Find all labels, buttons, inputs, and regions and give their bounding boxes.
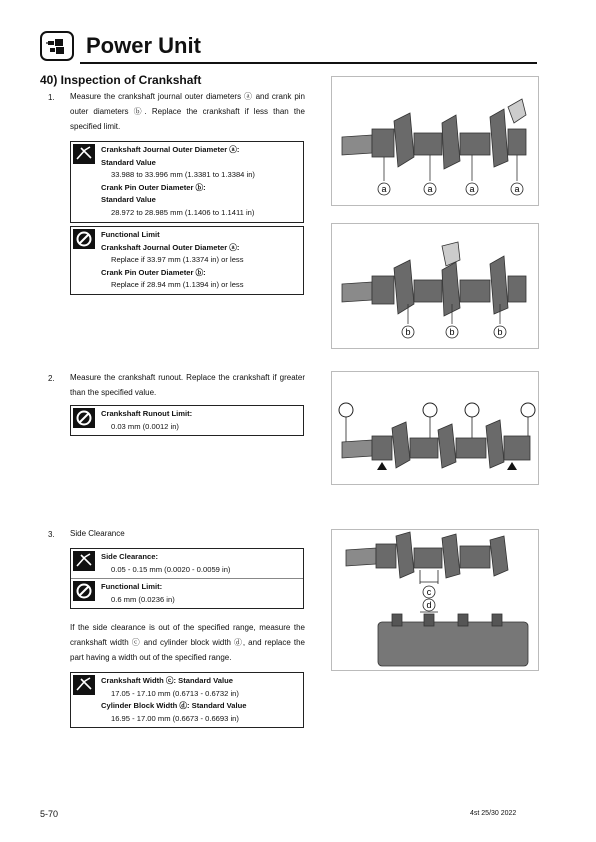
caliper-icon [71, 673, 97, 727]
step-text: Measure the crankshaft runout. Replace the crankshaft if greater than the specified value. [70, 373, 305, 397]
figure-crankpin-measurement [331, 223, 539, 349]
caliper-icon [71, 142, 97, 222]
spec-value: 33.988 to 33.996 mm (1.3381 to 1.3384 in) [111, 170, 255, 180]
step-number: 2. [48, 374, 55, 383]
spec-value: 16.95 - 17.00 mm (0.6673 - 0.6693 in) [111, 713, 239, 723]
spec-title: Functional Limit [101, 230, 160, 239]
functional-limit-box [70, 226, 304, 295]
callout-label: a [381, 184, 387, 194]
spec-value: 28.972 to 28.985 mm (1.1406 to 1.1411 in) [111, 207, 255, 217]
callout-label: d [426, 600, 432, 610]
header-rule [80, 62, 537, 64]
callout-label: b [497, 327, 503, 337]
spec-title: Crankshaft Journal Outer Diameter ⓐ: [101, 145, 240, 154]
step-text: Side Clearance [70, 529, 125, 538]
figure-journal-measurement [331, 76, 539, 206]
callout-label: a [469, 184, 475, 194]
section-title: 40) Inspection of Crankshaft [40, 73, 202, 87]
spec-label: Standard Value [101, 195, 156, 205]
spec-value: 17.05 - 17.10 mm (0.6713 - 0.6732 in) [111, 688, 239, 698]
prohibition-icon [71, 579, 97, 608]
paragraph: If the side clearance is out of the specified range, measure the crankshaft width ⓒ and cylinder block width ⓓ, and replace the part having a width out of the specified range. [70, 623, 305, 662]
spec-value: 0.05 - 0.15 mm (0.0020 - 0.0059 in) [111, 564, 231, 574]
callout-label: c [426, 587, 432, 597]
power-unit-icon [40, 31, 74, 61]
spec-title: Functional Limit: [101, 582, 163, 592]
prohibition-icon [71, 406, 97, 435]
spec-title: Side Clearance: [101, 552, 158, 561]
spec-title: Cylinder Block Width ⓓ: Standard Value [101, 701, 247, 711]
spec-title: Crankshaft Journal Outer Diameter ⓐ: [101, 242, 240, 252]
runout-limit-box [70, 405, 304, 436]
spec-value: 0.6 mm (0.0236 in) [111, 594, 175, 604]
spec-value: 0.03 mm (0.0012 in) [111, 421, 179, 431]
spec-value: Replace if 28.94 mm (1.1394 in) or less [111, 280, 244, 290]
callout-label: a [514, 184, 520, 194]
side-clearance-box [70, 548, 304, 609]
step-number: 1. [48, 93, 55, 102]
figure-side-clearance [331, 529, 539, 671]
spec-title: Crank Pin Outer Diameter ⓑ: [101, 182, 206, 192]
callout-label: b [405, 327, 411, 337]
figure-runout-measurement [331, 371, 539, 485]
spec-value: Replace if 33.97 mm (1.3374 in) or less [111, 255, 244, 265]
model-code: 4st 25/30 2022 [470, 810, 517, 817]
callout-label: b [449, 327, 455, 337]
prohibition-icon [71, 227, 97, 294]
page-title: Power Unit [86, 33, 201, 58]
standard-value-box [70, 141, 304, 223]
caliper-icon [71, 549, 97, 578]
spec-label: Standard Value [101, 157, 156, 167]
spec-title: Crankshaft Width ⓒ: Standard Value [101, 676, 233, 685]
spec-title: Crankshaft Runout Limit: [101, 409, 193, 418]
step-number: 3. [48, 530, 55, 539]
spec-title: Crank Pin Outer Diameter ⓑ: [101, 267, 206, 277]
step-text: Measure the crankshaft journal outer diameters ⓐ and crank pin outer diameters ⓑ. Replace the crankshaft if less than the specified limit. [70, 92, 305, 131]
width-standard-box [70, 672, 304, 728]
page-number: 5-70 [40, 809, 59, 819]
callout-label: a [427, 184, 433, 194]
